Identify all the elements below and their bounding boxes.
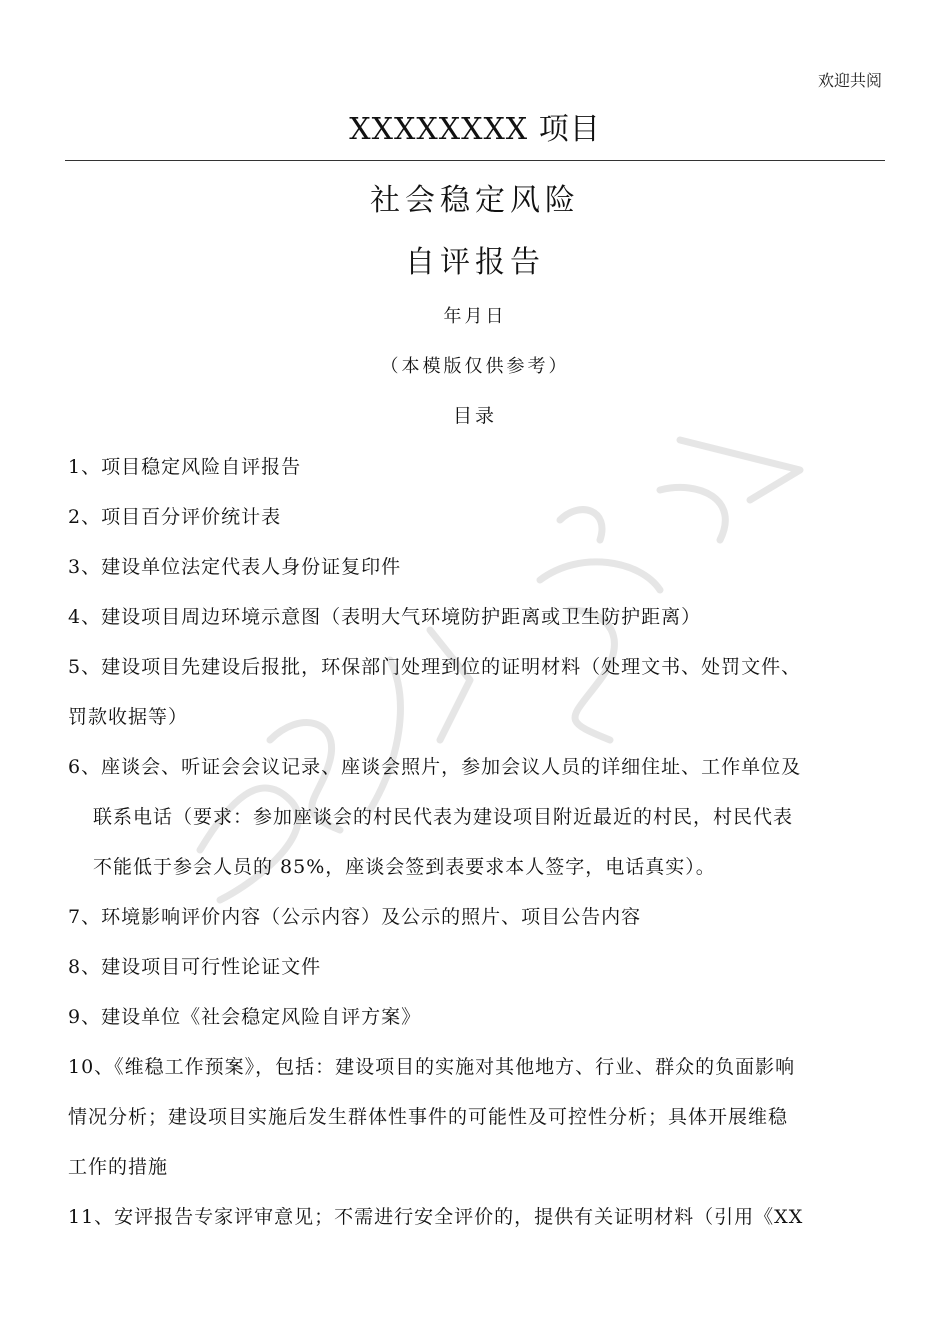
toc-item-2: 2、项目百分评价统计表 [68,506,282,528]
project-title: XXXXXXXX 项目 [349,112,601,147]
report-title-line1: 社会稳定风险 [370,183,580,218]
toc-item-5-line1: 5、建设项目先建设后报批，环保部门处理到位的证明材料（处理文书、处罚文件、 [68,656,802,678]
toc-heading: 目录 [452,405,497,427]
template-note: （本模版仅供参考） [380,356,570,377]
toc-item-5-line2: 罚款收据等） [68,706,189,728]
report-title-line2: 自评报告 [405,245,545,280]
header-note: 欢迎共阅 [817,71,882,90]
toc-item-6-line3: 不能低于参会人员的 85%，座谈会签到表要求本人签字，电话真实）。 [93,856,716,878]
toc-item-6-line1: 6、座谈会、听证会会议记录、座谈会照片，参加会议人员的详细住址、工作单位及 [68,756,802,778]
date-line: 年月日 [443,306,507,327]
toc-item-7: 7、环境影响评价内容（公示内容）及公示的照片、项目公告内容 [68,906,642,928]
toc-item-11-line1: 11、安评报告专家评审意见；不需进行安全评价的，提供有关证明材料（引用《XX [68,1206,804,1228]
toc-item-6-line2: 联系电话（要求：参加座谈会的村民代表为建设项目附近最近的村民，村民代表 [93,806,794,828]
toc-item-10-line1: 10、《维稳工作预案》，包括：建设项目的实施对其他地方、行业、群众的负面影响 [68,1056,796,1078]
toc-item-8: 8、建设项目可行性论证文件 [68,956,322,978]
table-of-contents [68,442,884,1242]
toc-item-4: 4、建设项目周边环境示意图（表明大气环境防护距离或卫生防护距离） [68,606,702,628]
title-divider [65,160,885,161]
toc-item-3: 3、建设单位法定代表人身份证复印件 [68,556,402,578]
toc-item-10-line2: 情况分析；建设项目实施后发生群体性事件的可能性及可控性分析；具体开展维稳 [68,1106,789,1128]
toc-item-9: 9、建设单位《社会稳定风险自评方案》 [68,1006,422,1028]
toc-item-10-line3: 工作的措施 [68,1156,169,1178]
toc-item-1: 1、项目稳定风险自评报告 [68,456,302,478]
